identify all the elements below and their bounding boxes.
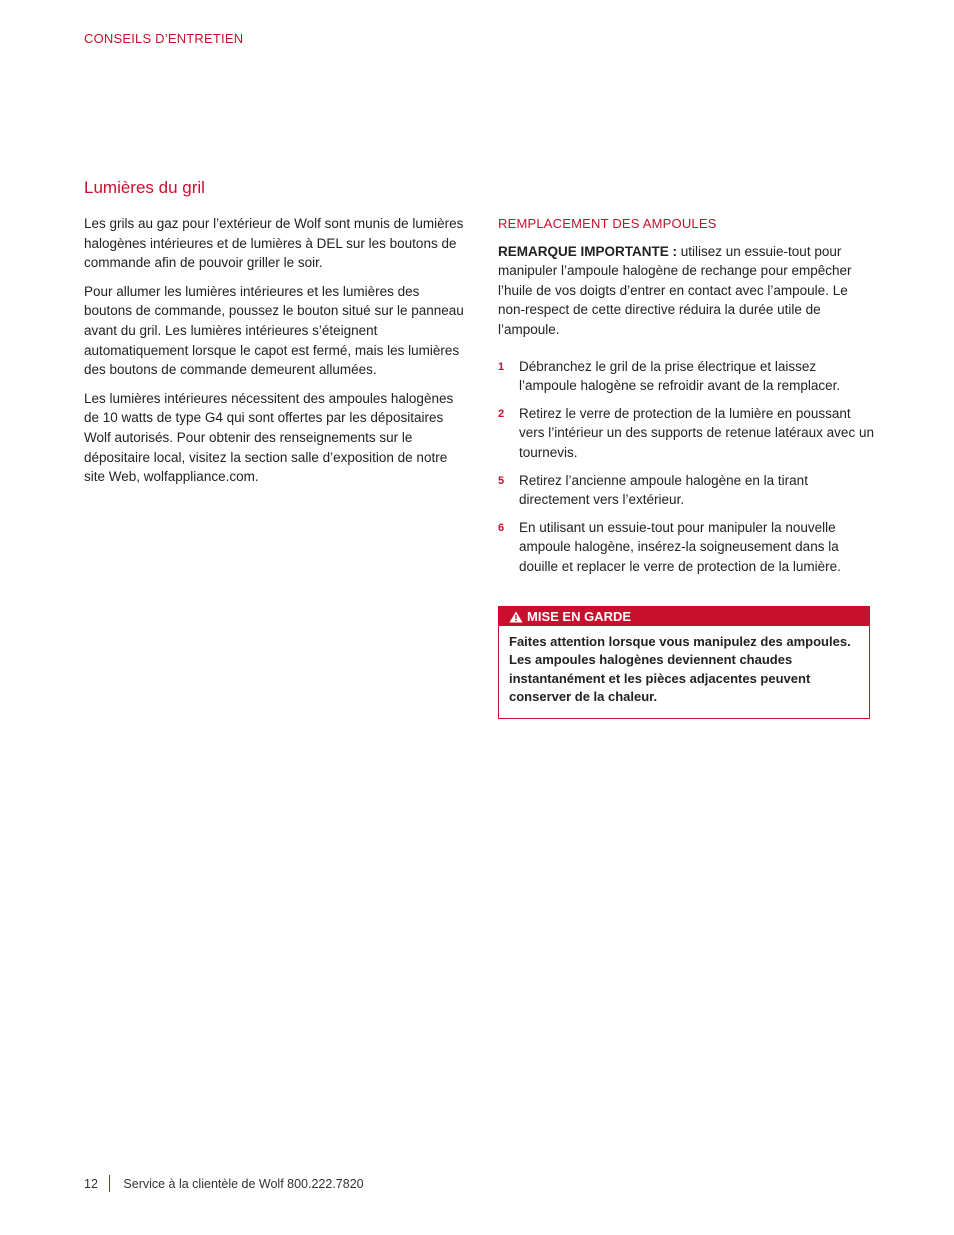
caution-text: Faites attention lorsque vous manipulez des ampoules. Les ampoules halogènes deviennent chaudes instantanément et les pièces adjacentes peuvent conserver de la chaleur. <box>509 634 851 704</box>
caution-header <box>499 607 869 626</box>
important-note <box>498 242 876 340</box>
step-number: 5 <box>498 474 505 487</box>
footer-divider <box>109 1175 111 1192</box>
steps-list <box>498 357 876 577</box>
page-number: 12 <box>84 1176 98 1191</box>
step-item <box>498 471 876 510</box>
step-number: 6 <box>498 521 505 534</box>
customer-service-text: Service à la clientèle de Wolf 800.222.7820 <box>123 1176 364 1191</box>
note-label: REMARQUE IMPORTANTE : <box>498 243 677 259</box>
warning-triangle-icon <box>509 611 523 623</box>
page-title: Lumières du gril <box>84 178 205 197</box>
step-number: 1 <box>498 360 505 373</box>
left-column <box>84 214 466 496</box>
step-text: En utilisant un essuie-tout pour manipuler la nouvelle ampoule halogène, insérez-la soigneusement dans la douille et replacer le verre de protection de la lumière. <box>519 519 841 574</box>
step-number: 2 <box>498 407 505 420</box>
note-text: utilisez un essuie-tout pour manipuler l’ampoule halogène de rechange pour empêcher l’huile de vos doigts d’entrer en contact avec l’ampoule. Le non-respect de cette directive réduira la durée utile de l’ampoule. <box>498 243 852 337</box>
replacement-subheading: REMPLACEMENT DES AMPOULES <box>498 216 717 231</box>
step-text: Retirez l’ancienne ampoule halogène en la tirant directement vers l’extérieur. <box>519 472 808 508</box>
step-item <box>498 357 876 396</box>
step-item <box>498 404 876 463</box>
page-footer <box>84 1175 364 1192</box>
step-text: Retirez le verre de protection de la lumière en poussant vers l’intérieur un des supports de retenue latéraux avec un tournevis. <box>519 405 874 460</box>
intro-paragraph: Les grils au gaz pour l’extérieur de Wolf sont munis de lumières halogènes intérieures et de lumières à DEL sur les boutons de commande afin de pouvoir griller le soir. <box>84 216 464 271</box>
switch-paragraph: Pour allumer les lumières intérieures et les lumières des boutons de commande, poussez le bouton situé sur le panneau avant du gril. Les lumières intérieures s’éteignent automatiquement lorsque le capot est fermé, mais les lumières des boutons de commande demeurent allumées. <box>84 283 464 378</box>
right-column <box>498 214 876 585</box>
bulb-paragraph: Les lumières intérieures nécessitent des ampoules halogènes de 10 watts de type G4 qui sont offertes par les dépositaires Wolf autorisés. Pour obtenir des renseignements sur le dépositaire local, visitez la section salle d’exposition de notre site Web, wolfappliance.com. <box>84 390 454 485</box>
caution-box <box>498 606 870 719</box>
caution-heading: MISE EN GARDE <box>527 609 632 624</box>
section-header: CONSEILS D’ENTRETIEN <box>84 31 244 46</box>
step-item <box>498 518 876 577</box>
step-text: Débranchez le gril de la prise électrique et laissez l’ampoule halogène se refroidir avant de la remplacer. <box>519 358 841 394</box>
